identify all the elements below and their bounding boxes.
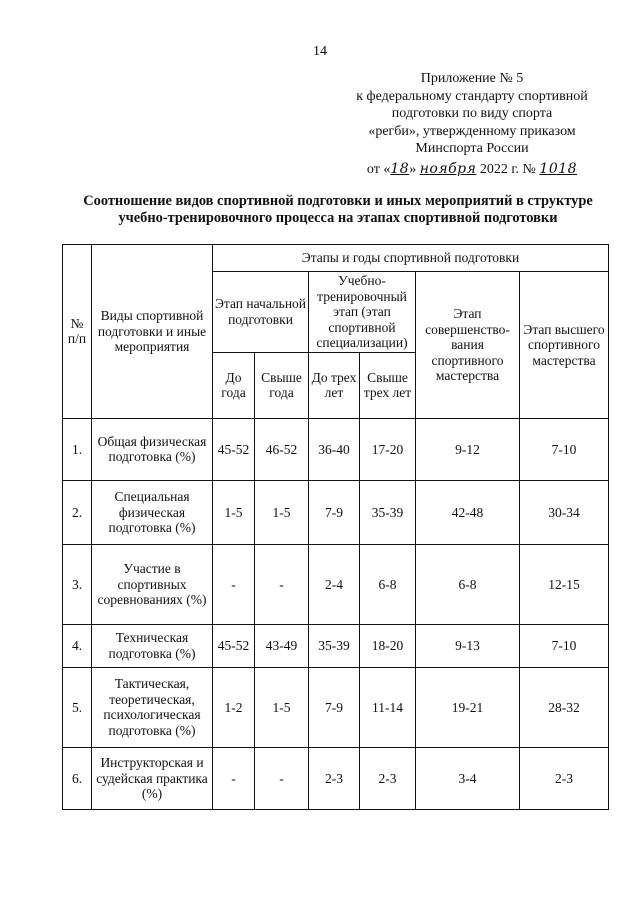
cell-improvement: 6-8	[416, 544, 520, 624]
header-training-over-three: Свыше трех лет	[360, 352, 416, 418]
cell-higher: 12-15	[520, 544, 609, 624]
cell-initial-up-to-year: 1-5	[213, 480, 255, 544]
appendix-line: Приложение № 5	[420, 71, 524, 86]
cell-improvement: 9-12	[416, 418, 520, 480]
row-num: 4.	[63, 624, 92, 667]
cell-initial-over-year: 43-49	[255, 624, 309, 667]
header-kinds: Виды спортивной подготовки и иные мероприятия	[92, 245, 213, 419]
header-stage-improvement: Этап совершенство-вания спортивного мастерства	[416, 272, 520, 419]
header-num: № п/п	[63, 245, 92, 419]
cell-higher: 28-32	[520, 667, 609, 747]
cell-initial-over-year: 1-5	[255, 667, 309, 747]
cell-training-up-to-three: 7-9	[309, 480, 360, 544]
header-initial-up-to-year: До года	[213, 352, 255, 418]
row-name: Общая физическая подготовка (%)	[92, 418, 213, 480]
cell-higher: 7-10	[520, 418, 609, 480]
header-stage-initial: Этап начальной подготовки	[213, 272, 309, 353]
cell-initial-up-to-year: -	[213, 747, 255, 809]
cell-initial-up-to-year: 45-52	[213, 418, 255, 480]
cell-initial-over-year: -	[255, 544, 309, 624]
row-name: Тактическая, теоретическая, психологическая подготовка (%)	[92, 667, 213, 747]
page-number: 14	[313, 44, 327, 59]
date-day: 18	[390, 160, 410, 177]
appendix-line: Минспорта России	[415, 141, 529, 157]
table-row	[63, 624, 609, 667]
row-num: 1.	[63, 418, 92, 480]
cell-training-up-to-three: 35-39	[309, 624, 360, 667]
cell-initial-over-year: 46-52	[255, 418, 309, 480]
cell-training-up-to-three: 7-9	[309, 667, 360, 747]
cell-training-over-three: 17-20	[360, 418, 416, 480]
row-num: 6.	[63, 747, 92, 809]
row-name: Техническая подготовка (%)	[92, 624, 213, 667]
cell-training-over-three: 18-20	[360, 624, 416, 667]
header-stage-training: Учебно-тренировочный этап (этап спортивной специализации)	[309, 272, 416, 353]
cell-training-over-three: 11-14	[360, 667, 416, 747]
table-row	[63, 747, 609, 809]
cell-training-up-to-three: 2-3	[309, 747, 360, 809]
date-year: 2022 г. №	[479, 161, 536, 177]
table-row	[63, 480, 609, 544]
appendix-line: к федеральному стандарту спортивной	[356, 88, 588, 104]
header-training-up-to-three: До трех лет	[309, 352, 360, 418]
cell-improvement: 19-21	[416, 667, 520, 747]
cell-initial-up-to-year: -	[213, 544, 255, 624]
cell-training-up-to-three: 2-4	[309, 544, 360, 624]
cell-initial-up-to-year: 45-52	[213, 624, 255, 667]
row-num: 3.	[63, 544, 92, 624]
date-prefix: от «	[366, 161, 391, 177]
row-num: 5.	[63, 667, 92, 747]
cell-training-up-to-three: 36-40	[309, 418, 360, 480]
date-month: ноября	[419, 160, 477, 177]
row-name: Участие в спортивных соревнованиях (%)	[92, 544, 213, 624]
order-number: 1018	[539, 160, 578, 177]
cell-training-over-three: 35-39	[360, 480, 416, 544]
appendix-line: подготовки по виду спорта	[391, 106, 553, 122]
training-ratio-table	[62, 244, 609, 810]
header-initial-over-year: Свыше года	[255, 352, 309, 418]
cell-improvement: 3-4	[416, 747, 520, 809]
row-num: 2.	[63, 480, 92, 544]
cell-initial-up-to-year: 1-2	[213, 667, 255, 747]
row-name: Специальная физическая подготовка (%)	[92, 480, 213, 544]
cell-higher: 7-10	[520, 624, 609, 667]
table-row	[63, 544, 609, 624]
title-line-2: учебно-тренировочного процесса на этапах спортивной подготовки	[118, 210, 558, 226]
date-mid: »	[409, 161, 417, 177]
appendix-block	[330, 70, 614, 179]
cell-higher: 2-3	[520, 747, 609, 809]
header-stage-higher: Этап высшего спортивного мастерства	[520, 272, 609, 419]
cell-higher: 30-34	[520, 480, 609, 544]
cell-training-over-three: 6-8	[360, 544, 416, 624]
table-row	[63, 418, 609, 480]
cell-initial-over-year: 1-5	[255, 480, 309, 544]
row-name: Инструкторская и судейская практика (%)	[92, 747, 213, 809]
header-stages-group: Этапы и годы спортивной подготовки	[213, 245, 609, 272]
title-line-1: Соотношение видов спортивной подготовки и иных мероприятий в структуре	[83, 193, 593, 209]
table-row	[63, 667, 609, 747]
order-date-line	[330, 161, 614, 179]
cell-improvement: 42-48	[416, 480, 520, 544]
cell-initial-over-year: -	[255, 747, 309, 809]
document-title	[40, 193, 636, 227]
header-row-group	[63, 245, 609, 272]
appendix-line: «регби», утвержденному приказом	[368, 123, 576, 139]
cell-improvement: 9-13	[416, 624, 520, 667]
cell-training-over-three: 2-3	[360, 747, 416, 809]
